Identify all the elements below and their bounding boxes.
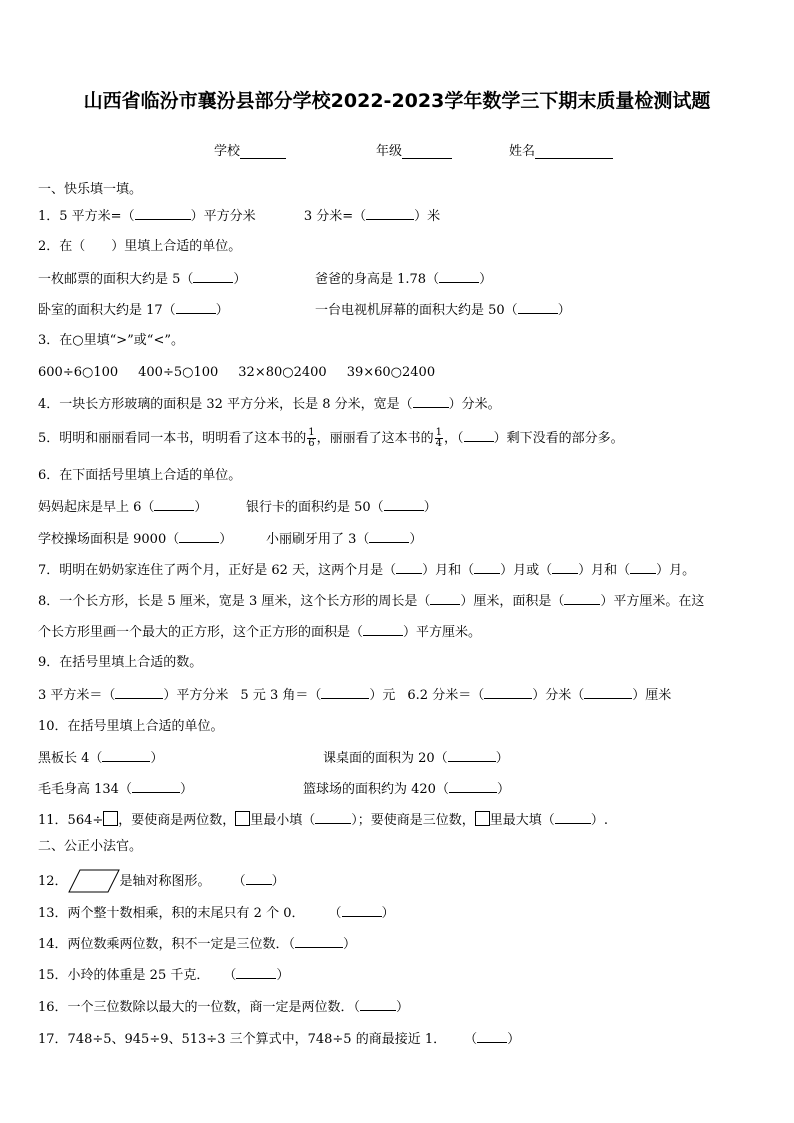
question-10c: 毛毛身高 134（ ） <box>38 782 193 797</box>
question-6-stem: 6．在下面括号里填上合适的单位。 <box>38 468 242 483</box>
section-2-heading: 二、公正小法官。 <box>38 839 143 854</box>
question-6d: 小丽刷牙用了 3（ ） <box>266 532 423 547</box>
school-blank[interactable] <box>240 144 286 159</box>
question-1: 1．5 平方米=（ ）平方分米 3 分米=（ ）米 <box>38 209 441 224</box>
parallelogram-icon <box>68 869 120 893</box>
school-field: 学校 <box>214 140 286 159</box>
fraction-one-sixth: $\frac{1}{6}$ <box>308 427 315 449</box>
question-10a: 黑板长 4（ ） <box>38 751 164 766</box>
blank-box-icon <box>235 811 250 826</box>
question-2-stem: 2．在（ ）里填上合适的单位。 <box>38 239 242 254</box>
name-blank[interactable] <box>535 144 613 159</box>
grade-field: 年级 <box>376 140 452 159</box>
fraction-one-fourth: $\frac{1}{4}$ <box>435 427 443 449</box>
question-16: 16．一个三位数除以最大的一位数，商一定是两位数．（ ） <box>38 1000 410 1015</box>
question-5: 5．明明和丽丽看同一本书，明明看了这本书的 $\frac{1}{6}$ ，丽丽看了这本书的 $\frac{1}{4}$ ，（ ）剩下没看的部分多。 <box>38 427 624 449</box>
question-6b: 银行卡的面积约是 50（ ） <box>246 500 437 515</box>
section-1-heading: 一、快乐填一填。 <box>38 182 143 197</box>
question-8-line1: 8．一个长方形，长是 5 厘米，宽是 3 厘米，这个长方形的周长是（ ）厘米，面积是（ ）平方厘米。在这 <box>38 594 705 609</box>
question-9-items: 3 平方米＝（ ）平方分米 5 元 3 角＝（ ）元 6.2 分米＝（ ）分米（ ）厘米 <box>38 688 672 703</box>
question-3-items: 600÷6○100 400÷5○100 32×80○2400 39×60○2400 <box>38 365 436 380</box>
name-field: 姓名 <box>509 140 613 159</box>
question-10-stem: 10．在括号里填上合适的单位。 <box>38 719 224 734</box>
question-13: 13．两个整十数相乘，积的末尾只有 2 个 0． （ ） <box>38 906 395 921</box>
question-10d: 篮球场的面积约为 420（ ） <box>303 782 510 797</box>
question-15: 15．小玲的体重是 25 千克． （ ） <box>38 968 290 983</box>
question-7: 7．明明在奶奶家连住了两个月，正好是 62 天，这两个月是（ ）月和（ ）月或（ ）月和（ ）月。 <box>38 563 696 578</box>
question-12: 12． 是轴对称图形。 （ ） <box>38 869 285 893</box>
question-8-line2: 个长方形里画一个最大的正方形，这个正方形的面积是（ ）平方厘米。 <box>38 625 482 640</box>
question-14: 14．两位数乘两位数，积不一定是三位数．（ ） <box>38 937 357 952</box>
question-6c: 学校操场面积是 9000（ ） <box>38 532 233 547</box>
question-2b: 爸爸的身高是 1.78（ ） <box>315 272 493 287</box>
question-2d: 一台电视机屏幕的面积大约是 50（ ） <box>315 303 571 318</box>
grade-blank[interactable] <box>402 144 452 159</box>
question-6a: 妈妈起床是早上 6（ ） <box>38 500 208 515</box>
question-9-stem: 9．在括号里填上合适的数。 <box>38 655 203 670</box>
question-3-stem: 3．在○里填“>”或“<”。 <box>38 333 184 348</box>
question-4: 4．一块长方形玻璃的面积是 32 平方分米，长是 8 分米，宽是（ ）分米。 <box>38 397 501 412</box>
question-2c: 卧室的面积大约是 17（ ） <box>38 303 229 318</box>
question-10b: 课桌面的面积为 20（ ） <box>323 751 509 766</box>
question-17: 17．748÷5、945÷9、513÷3 三个算式中，748÷5 的商最接近 1． （ ） <box>38 1032 521 1047</box>
question-11: 11．564÷ ，要使商是两位数， 里最小填（ ）；要使商是三位数， 里最大填（ ）. <box>38 813 608 828</box>
question-2a: 一枚邮票的面积大约是 5（ ） <box>38 272 247 287</box>
blank-box-icon[interactable] <box>103 811 118 826</box>
page-title: 山西省临汾市襄汾县部分学校2022-2023学年数学三下期末质量检测试题 <box>83 90 711 112</box>
blank-box-icon <box>475 811 490 826</box>
